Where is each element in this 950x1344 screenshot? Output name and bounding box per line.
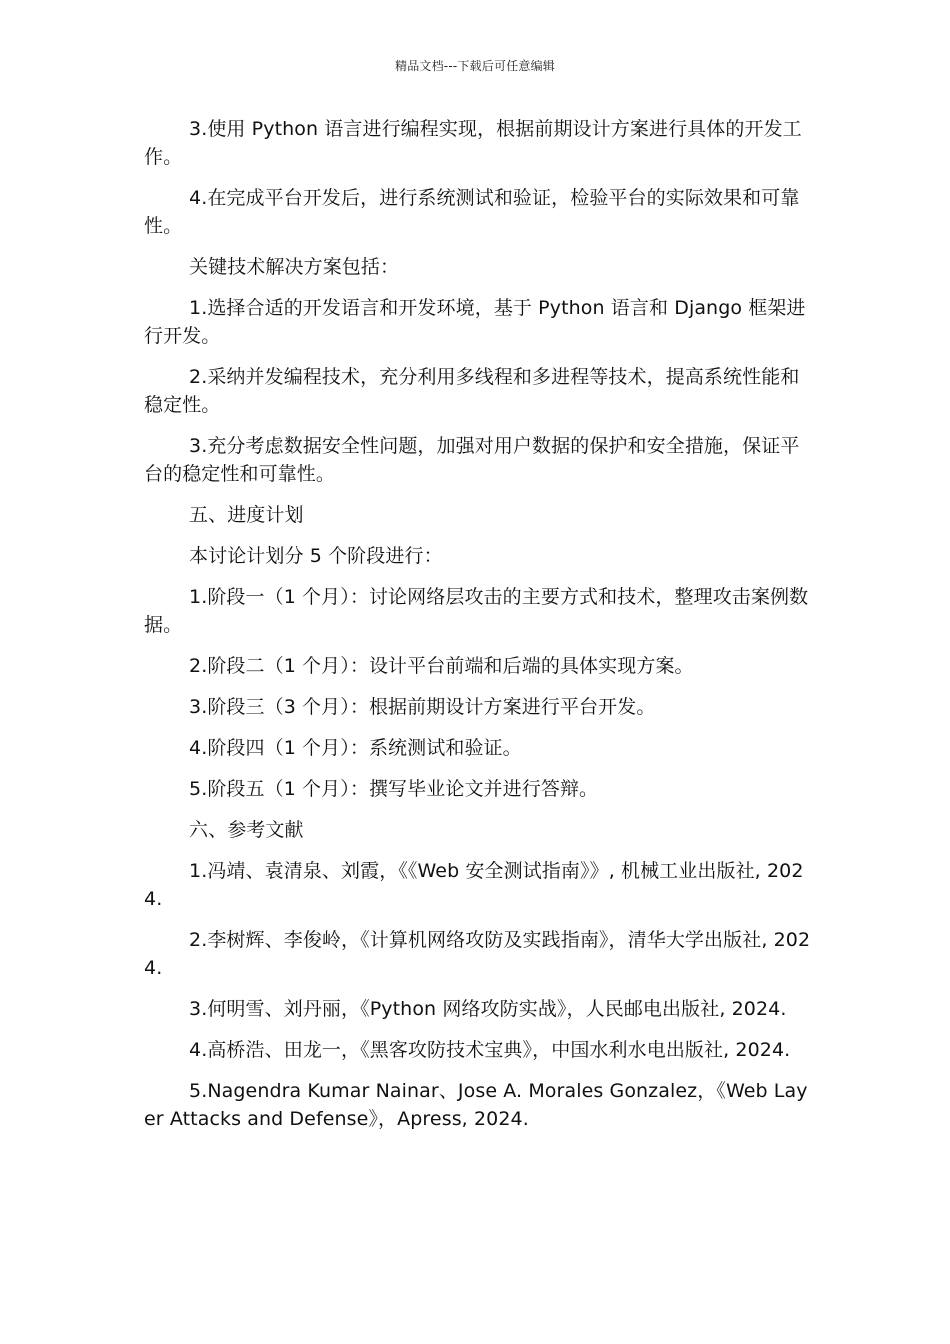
paragraph-key-tech-2: 2.采纳并发编程技术，充分利用多线程和多进程等技术，提高系统性能和稳定性。 xyxy=(144,366,800,416)
paragraph-key-tech-heading: 关键技术解决方案包括： xyxy=(189,256,400,278)
reference-item-4: 4.高桥浩、田龙一，《黑客攻防技术宝典》，中国水利水电出版社, 2024. xyxy=(189,1039,791,1061)
paragraph-stage-2: 2.阶段二（1 个月）：设计平台前端和后端的具体实现方案。 xyxy=(189,655,694,677)
page-header: 精品文档---下载后可任意编辑 xyxy=(395,59,555,73)
reference-item-3: 3.何明雪、刘丹丽，《Python 网络攻防实战》，人民邮电出版社, 2024. xyxy=(189,998,787,1020)
reference-item-2: 2.李树辉、李俊岭，《计算机网络攻防及实践指南》，清华大学出版社, 2024. xyxy=(144,929,811,979)
document-body xyxy=(144,115,814,1146)
paragraph-stage-4: 4.阶段四（1 个月）：系统测试和验证。 xyxy=(189,737,522,759)
paragraph-key-tech-1: 1.选择合适的开发语言和开发环境，基于 Python 语言和 Django 框架进行开发。 xyxy=(144,297,806,347)
paragraph-key-tech-3: 3.充分考虑数据安全性问题，加强对用户数据的保护和安全措施，保证平台的稳定性和可靠性。 xyxy=(144,435,800,485)
paragraph-stage-5: 5.阶段五（1 个月）：撰写毕业论文并进行答辩。 xyxy=(189,778,599,800)
paragraph-implementation-step-4: 4.在完成平台开发后，进行系统测试和验证，检验平台的实际效果和可靠性。 xyxy=(144,187,800,237)
paragraph-stage-1: 1.阶段一（1 个月）：讨论网络层攻击的主要方式和技术，整理攻击案例数据。 xyxy=(144,586,809,636)
section-heading-references: 六、参考文献 xyxy=(189,819,304,841)
section-heading-schedule: 五、进度计划 xyxy=(189,504,304,526)
reference-item-1: 1.冯靖、袁清泉、刘霞，《《Web 安全测试指南》》, 机械工业出版社, 2024. xyxy=(144,860,804,910)
paragraph-stage-3: 3.阶段三（3 个月）：根据前期设计方案进行平台开发。 xyxy=(189,696,656,718)
paragraph-implementation-step-3: 3.使用 Python 语言进行编程实现，根据前期设计方案进行具体的开发工作。 xyxy=(144,118,802,168)
reference-item-5: 5.Nagendra Kumar Nainar、Jose A. Morales Gonzalez，《Web Layer Attacks and Defense》，Apress, 2024. xyxy=(144,1080,808,1130)
paragraph-schedule-intro: 本讨论计划分 5 个阶段进行： xyxy=(189,545,443,567)
